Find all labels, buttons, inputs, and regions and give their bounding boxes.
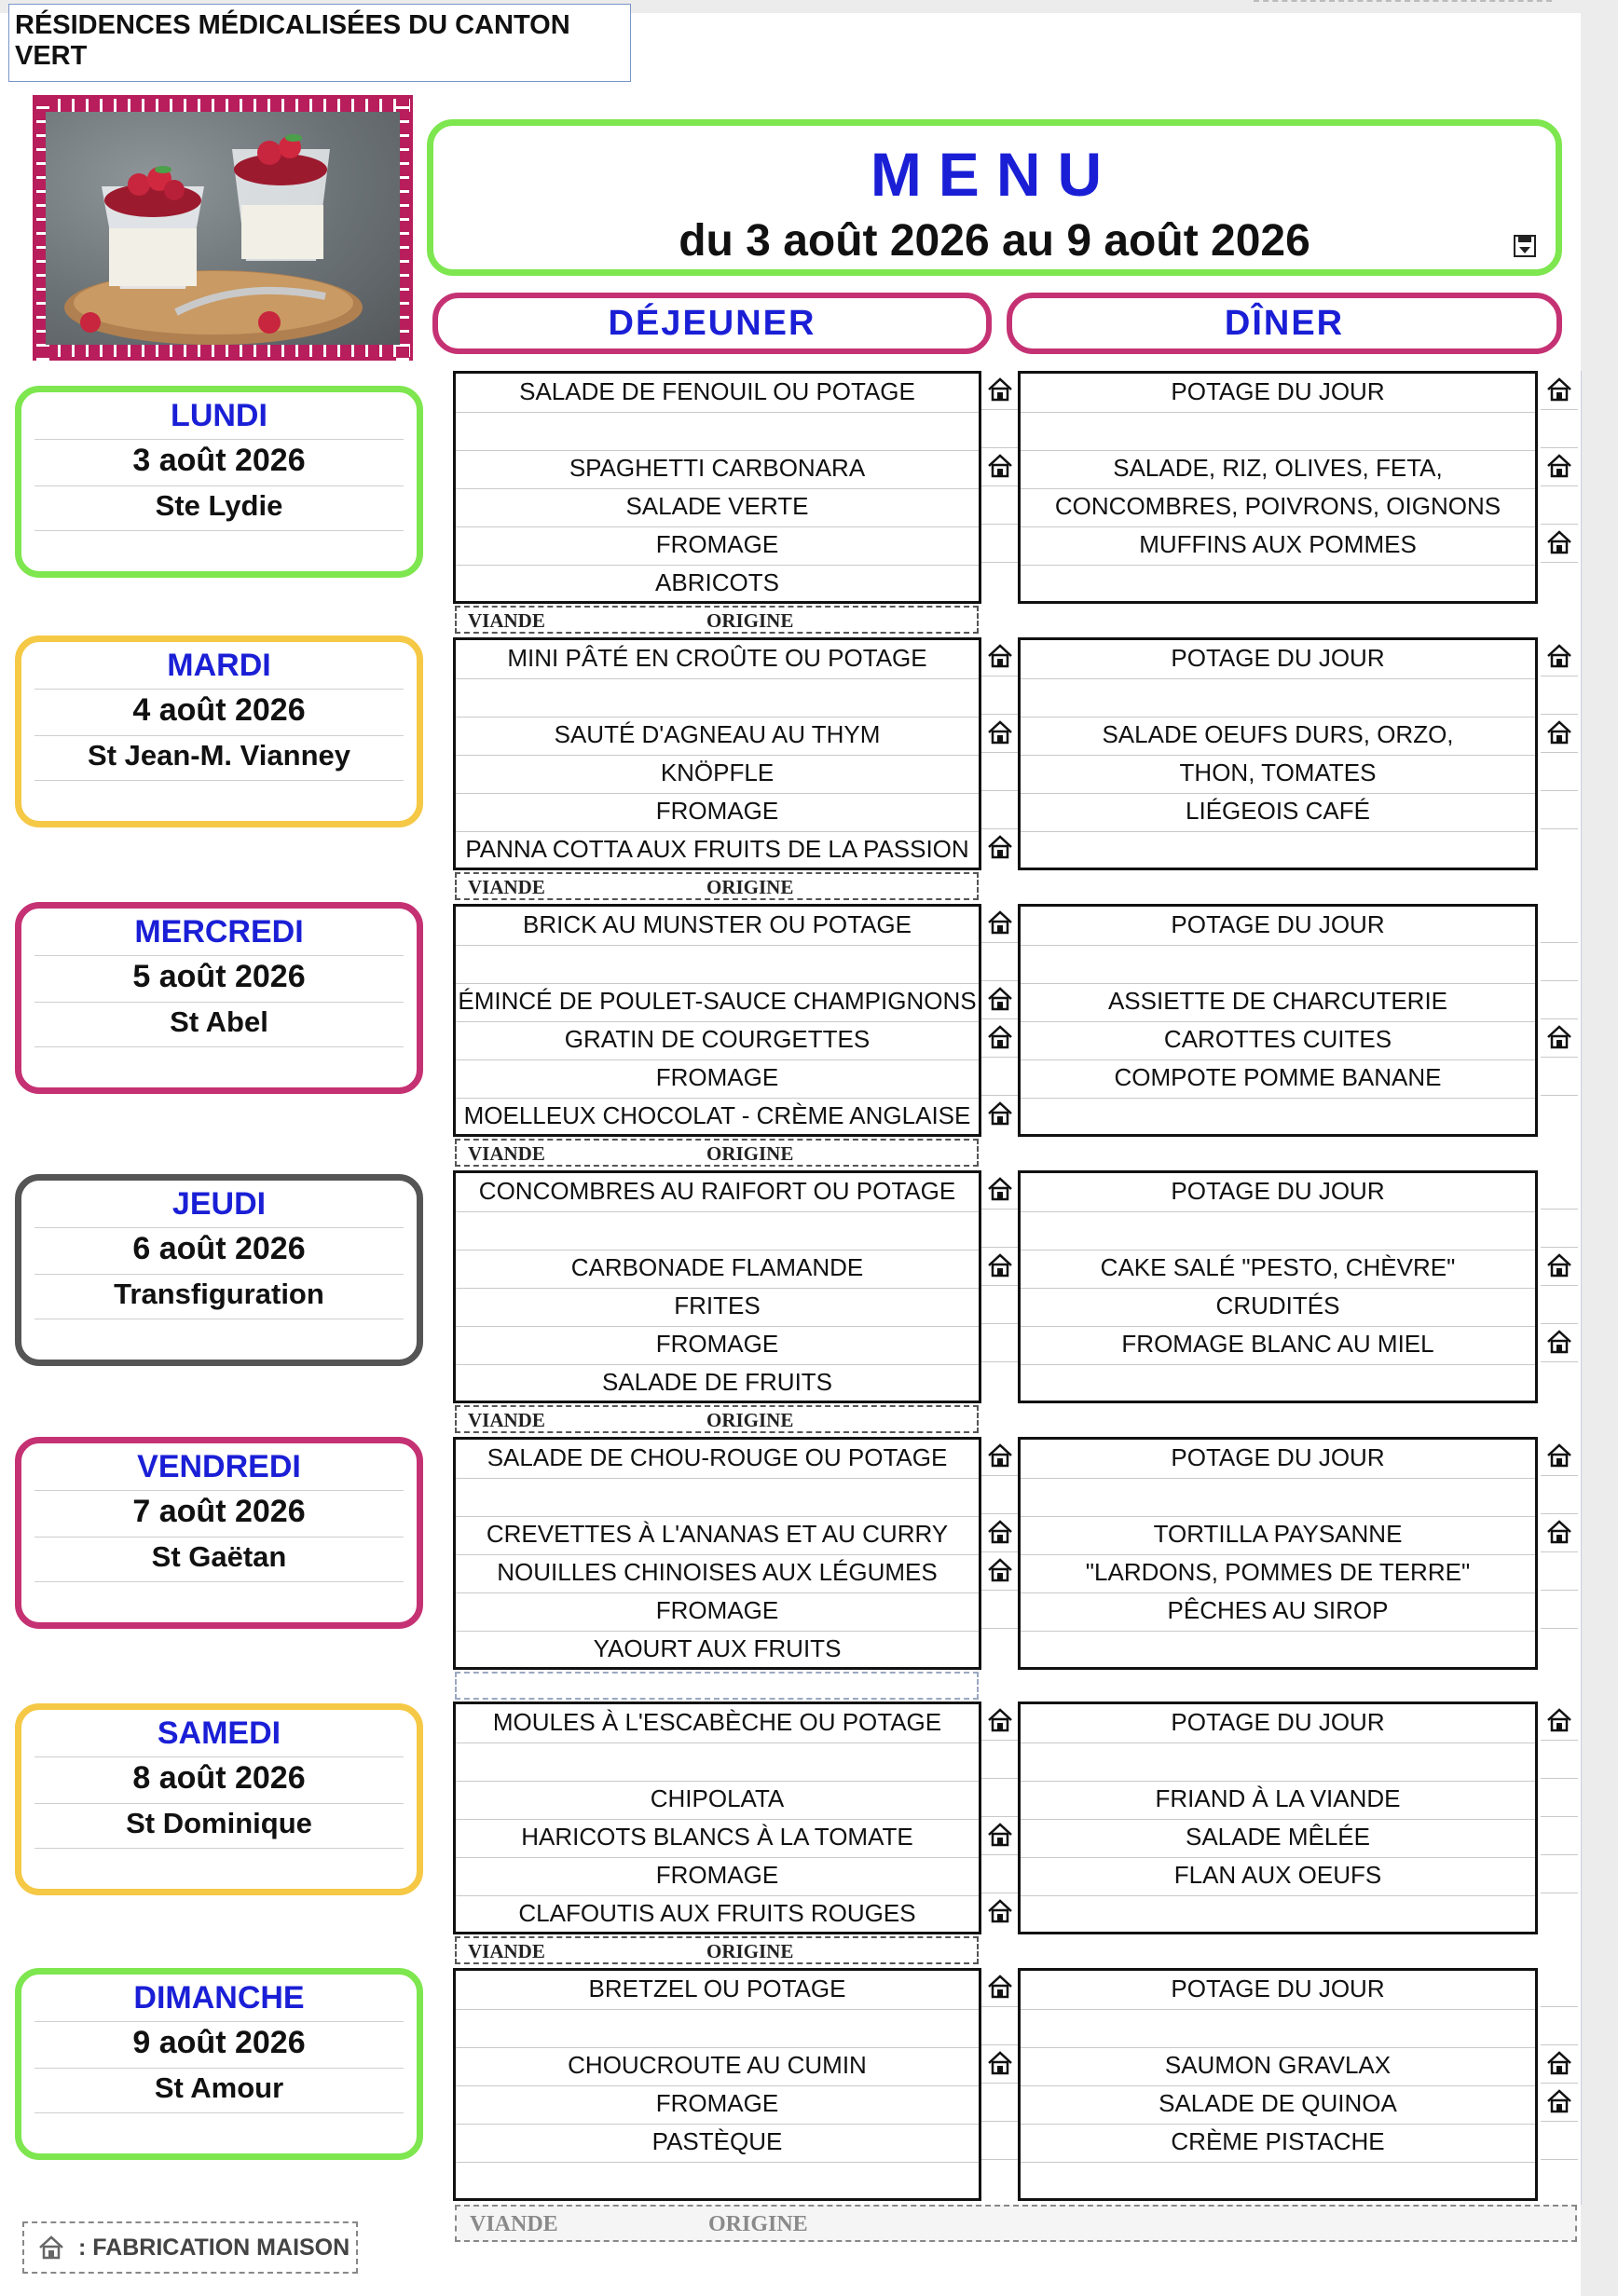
lunch-grid [453,1702,981,1934]
dinner-item[interactable]: PÊCHES AU SIROP [1167,1596,1389,1624]
dinner-item[interactable]: COMPOTE POMME BANANE [1114,1063,1442,1091]
dinner-item[interactable] [1021,412,1535,450]
house-icon [1545,1519,1573,1545]
lunch-item[interactable]: ABRICOTS [655,568,779,596]
day-card-samedi [15,1703,423,1895]
lunch-grid [453,904,981,1137]
dinner-item[interactable]: ASSIETTE DE CHARCUTERIE [1107,987,1448,1015]
dinner-grid [1018,1702,1538,1934]
dinner-item[interactable] [1021,2162,1535,2200]
day-date: 7 août 2026 [132,1494,306,1529]
lunch-item[interactable]: YAOURT AUX FRUITS [593,1634,842,1662]
day-saint: St Abel [170,1005,268,1038]
dinner-item[interactable]: POTAGE DU JOUR [1171,644,1385,672]
house-icon [986,1442,1014,1469]
dinner-item[interactable] [1021,1742,1535,1781]
lunch-item[interactable]: SPAGHETTI CARBONARA [569,454,866,482]
dinner-item[interactable]: SALADE MÊLÉE [1186,1823,1370,1851]
dinner-icon-column [1541,371,1578,604]
lunch-item[interactable]: SALADE DE FENOUIL OU POTAGE [519,377,915,405]
viande-label: VIANDE [468,1940,545,1962]
lunch-icon-column [981,1968,1019,2201]
dinner-item[interactable]: THON, TOMATES [1179,758,1377,786]
dinner-item[interactable]: CONCOMBRES, POIVRONS, OIGNONS [1054,492,1501,520]
house-icon [1545,1707,1573,1733]
dinner-item[interactable]: POTAGE DU JOUR [1171,910,1385,938]
dinner-item[interactable]: LIÉGEOIS CAFÉ [1186,797,1370,825]
lunch-item[interactable]: SAUTÉ D'AGNEAU AU THYM [554,720,881,748]
house-icon [1545,719,1573,745]
lunch-item[interactable]: FROMAGE [655,530,779,558]
dinner-item[interactable]: "LARDONS, POMMES DE TERRE" [1085,1558,1471,1586]
lunch-item[interactable]: SALADE DE FRUITS [601,1368,833,1396]
lunch-item[interactable]: FROMAGE [655,797,779,825]
lunch-item[interactable]: PASTÈQUE [651,2127,783,2155]
day-date: 4 août 2026 [132,692,306,728]
lunch-item[interactable]: FROMAGE [655,1330,779,1358]
lunch-item[interactable]: SALADE DE CHOU-ROUGE OU POTAGE [487,1443,948,1471]
dinner-item[interactable]: CRUDITÉS [1215,1292,1340,1319]
day-saint: St Amour [154,2071,284,2104]
dinner-icon-column [1541,1702,1578,1934]
viande-label: VIANDE [468,876,545,898]
house-icon [1545,376,1573,403]
dinner-item[interactable]: POTAGE DU JOUR [1171,1975,1385,2002]
day-date: 6 août 2026 [132,1231,306,1266]
house-icon [986,1176,1014,1202]
day-card-jeudi [15,1174,423,1366]
house-icon [986,643,1014,669]
house-icon [986,1707,1014,1733]
origin-row[interactable] [455,1672,979,1700]
lunch-item[interactable] [456,1211,979,1250]
dinner-item[interactable]: POTAGE DU JOUR [1171,1177,1385,1205]
dinner-item[interactable] [1021,1211,1535,1250]
dinner-item[interactable]: SALADE DE QUINOA [1159,2089,1397,2117]
house-icon [1545,2050,1573,2076]
lunch-item[interactable]: CARBONADE FLAMANDE [570,1253,864,1281]
dinner-grid [1018,1170,1538,1403]
house-icon [1545,1024,1573,1050]
panna-cotta-picture [46,112,400,345]
dinner-grid [1018,904,1538,1137]
house-icon [986,453,1014,479]
dinner-item[interactable]: POTAGE DU JOUR [1171,1443,1385,1471]
day-name: MERCREDI [134,914,304,950]
lunch-item[interactable] [456,1478,979,1516]
house-icon [986,1519,1014,1545]
house-icon [986,1252,1014,1278]
viande-label: VIANDE [470,2212,558,2236]
lunch-item[interactable] [456,412,979,450]
origin-row[interactable] [455,1936,979,1964]
dinner-item[interactable] [1021,945,1535,983]
lunch-item[interactable]: BRETZEL OU POTAGE [588,1975,846,2002]
lunch-icon-column [981,1170,1019,1403]
viande-label: VIANDE [468,1409,545,1431]
dinner-item[interactable]: SALADE, RIZ, OLIVES, FETA, [1113,454,1443,482]
day-name: SAMEDI [157,1715,281,1751]
lunch-grid [453,1437,981,1670]
origine-label: ORIGINE [706,876,794,898]
dinner-grid [1018,637,1538,870]
house-icon [1545,1252,1573,1278]
house-icon [37,2234,65,2261]
dinner-item[interactable] [1021,1478,1535,1516]
day-saint: St Dominique [126,1807,312,1839]
dinner-item[interactable]: POTAGE DU JOUR [1171,1708,1385,1736]
house-icon [986,1898,1014,1924]
lunch-item[interactable] [456,2009,979,2047]
dinner-grid [1018,371,1538,604]
dinner-item[interactable]: FLAN AUX OEUFS [1173,1861,1382,1889]
lunch-icon-column [981,904,1019,1137]
dinner-item[interactable]: CAKE SALÉ "PESTO, CHÈVRE" [1100,1253,1456,1281]
lunch-item[interactable]: CLAFOUTIS AUX FRUITS ROUGES [518,1899,916,1927]
house-icon [986,986,1014,1012]
lunch-item[interactable]: FROMAGE [655,1861,779,1889]
dinner-item[interactable]: SAUMON GRAVLAX [1164,2051,1392,2079]
day-saint: Ste Lydie [155,489,283,522]
lunch-header: DÉJEUNER [432,293,992,354]
legend-text: : FABRICATION MAISON [78,2234,350,2261]
menu-header [427,119,1562,276]
day-name: DIMANCHE [133,1980,305,2016]
house-icon [986,1024,1014,1050]
house-icon [1545,1442,1573,1469]
day-saint: St Gaëtan [151,1540,287,1573]
origin-footer-row[interactable] [455,2205,1577,2242]
dinner-grid [1018,1968,1538,2201]
dinner-item[interactable]: FROMAGE BLANC AU MIEL [1121,1330,1434,1358]
dinner-item[interactable]: POTAGE DU JOUR [1171,377,1385,405]
origine-label: ORIGINE [706,609,794,632]
legend [22,2221,358,2274]
top-dash-line [1254,0,1552,2]
dinner-icon-column [1541,1968,1578,2201]
day-date: 8 août 2026 [132,1760,306,1796]
margin-strip [1581,0,1618,2296]
origine-label: ORIGINE [706,1409,794,1431]
day-name: VENDREDI [137,1449,301,1484]
day-name: MARDI [167,648,271,683]
origin-row[interactable] [455,1139,979,1167]
dessert-illustration [46,112,400,345]
lunch-item[interactable]: CHIPOLATA [650,1784,785,1812]
dropdown-save-icon[interactable] [1513,234,1537,258]
house-icon [1545,643,1573,669]
lunch-item[interactable]: FRITES [674,1292,761,1319]
menu-title: MENU [870,140,1119,209]
origine-label: ORIGINE [708,2212,808,2236]
viande-label: VIANDE [468,1142,545,1165]
lunch-item[interactable] [456,2162,979,2200]
origin-row[interactable] [455,872,979,900]
dinner-item[interactable]: FRIAND À LA VIANDE [1155,1784,1401,1812]
lunch-item[interactable]: SALADE VERTE [625,492,809,520]
house-icon [1545,529,1573,555]
lunch-item[interactable]: HARICOTS BLANCS À LA TOMATE [521,1823,913,1851]
lunch-item[interactable]: CONCOMBRES AU RAIFORT OU POTAGE [478,1177,956,1205]
day-name: JEUDI [171,1186,267,1222]
house-icon [986,1100,1014,1127]
origin-row[interactable] [455,1405,979,1433]
lunch-grid [453,1170,981,1403]
house-icon [986,909,1014,936]
origine-label: ORIGINE [706,1142,794,1165]
house-icon [986,376,1014,403]
lunch-item[interactable]: MOULES À L'ESCABÈCHE OU POTAGE [492,1708,942,1736]
house-icon [986,834,1014,860]
dinner-icon-column [1541,904,1578,1137]
lunch-item[interactable]: ÉMINCÉ DE POULET-SAUCE CHAMPIGNONS [458,987,977,1015]
organization-name: RÉSIDENCES MÉDICALISÉES DU CANTON VERT [15,10,570,71]
lunch-grid [453,371,981,604]
dinner-item[interactable] [1021,678,1535,717]
lunch-item[interactable]: MOELLEUX CHOCOLAT - CRÈME ANGLAISE [463,1101,971,1129]
lunch-item[interactable]: BRICK AU MUNSTER OU POTAGE [522,910,912,938]
lunch-item[interactable]: CHOUCROUTE AU CUMIN [568,2051,867,2079]
day-date: 3 août 2026 [132,443,306,478]
dinner-header: DÎNER [1007,293,1562,354]
lunch-item[interactable]: FROMAGE [655,2089,779,2117]
house-icon [1545,2088,1573,2114]
day-card-vendredi [15,1437,423,1629]
dinner-item[interactable]: CAROTTES CUITES [1163,1025,1392,1053]
dinner-icon-column [1541,1437,1578,1670]
day-card-lundi [15,386,423,578]
house-icon [986,1974,1014,2000]
lunch-item[interactable]: NOUILLES CHINOISES AUX LÉGUMES [497,1558,938,1586]
day-card-mercredi [15,902,423,1094]
dinner-grid [1018,1437,1538,1670]
lunch-item[interactable]: PANNA COTTA AUX FRUITS DE LA PASSION [465,835,969,863]
dinner-icon-column [1541,1170,1578,1403]
lunch-item[interactable]: CREVETTES À L'ANANAS ET AU CURRY [486,1520,949,1548]
day-saint: St Jean-M. Vianney [88,739,350,772]
dinner-item[interactable]: CRÈME PISTACHE [1171,2127,1385,2155]
lunch-item[interactable]: FROMAGE [655,1596,779,1624]
lunch-item[interactable] [456,1742,979,1781]
lunch-icon-column [981,371,1019,604]
day-date: 5 août 2026 [132,959,306,994]
house-icon [986,1557,1014,1583]
dinner-item[interactable]: MUFFINS AUX POMMES [1139,530,1417,558]
origin-row[interactable] [455,606,979,634]
house-icon [986,1822,1014,1848]
house-icon [986,719,1014,745]
day-name: LUNDI [171,398,267,433]
dinner-item[interactable]: TORTILLA PAYSANNE [1153,1520,1403,1548]
origine-label: ORIGINE [706,1940,794,1962]
day-card-dimanche [15,1968,423,2160]
lunch-grid [453,1968,981,2201]
day-saint: Transfiguration [114,1278,324,1310]
day-card-mardi [15,636,423,827]
lunch-item[interactable] [456,678,979,717]
menu-date-range: du 3 août 2026 au 9 août 2026 [679,216,1310,266]
dinner-item[interactable] [1021,2009,1535,2047]
lunch-icon-column [981,1437,1019,1670]
house-icon [986,2050,1014,2076]
lunch-item[interactable]: GRATIN DE COURGETTES [564,1025,871,1053]
dinner-icon-column [1541,637,1578,870]
organization-cell[interactable] [8,4,631,82]
house-icon [1545,1329,1573,1355]
house-icon [1545,453,1573,479]
lunch-icon-column [981,637,1019,870]
day-date: 9 août 2026 [132,2025,306,2060]
lunch-item[interactable]: FROMAGE [655,1063,779,1091]
lunch-icon-column [981,1702,1019,1934]
dinner-item[interactable]: SALADE OEUFS DURS, ORZO, [1102,720,1454,748]
dessert-photo [33,95,413,361]
lunch-grid [453,637,981,870]
lunch-item[interactable]: MINI PÂTÉ EN CROÛTE OU POTAGE [507,644,927,672]
viande-label: VIANDE [468,609,545,632]
lunch-item[interactable] [456,945,979,983]
lunch-item[interactable]: KNÖPFLE [660,758,775,786]
